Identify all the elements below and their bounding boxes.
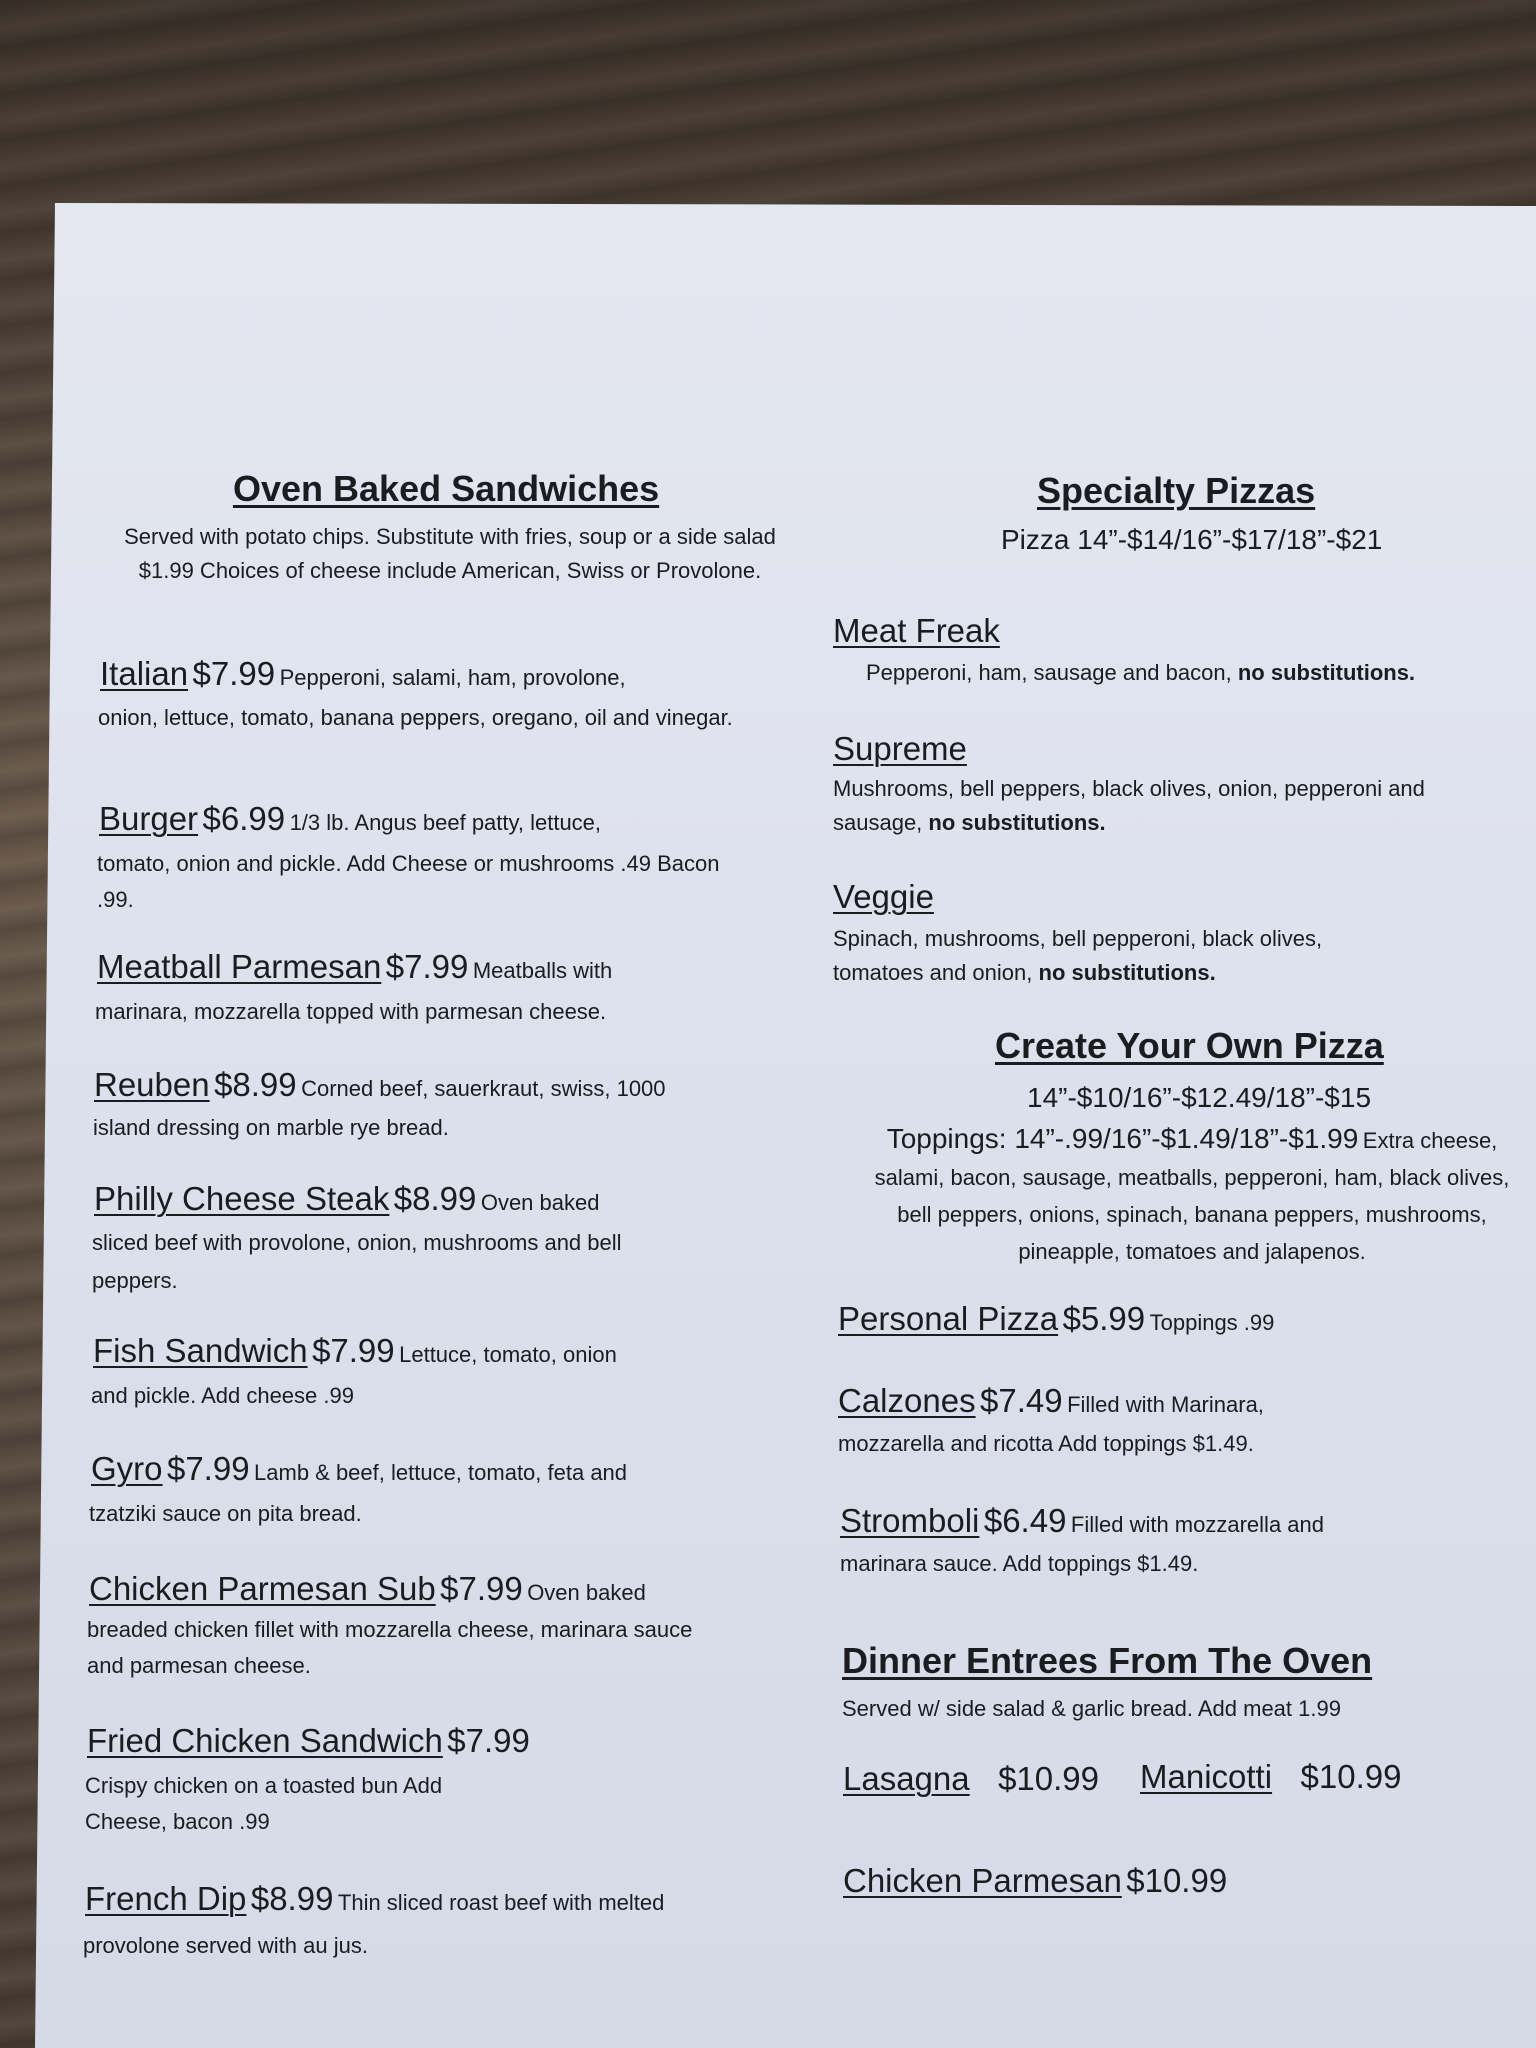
- menu-item-italian: [100, 655, 626, 693]
- item-desc-rest: tzatziki sauce on pita bread.: [89, 1501, 362, 1526]
- menu-item-stromboli: [840, 1502, 1324, 1540]
- item-name: Manicotti: [1140, 1758, 1273, 1795]
- item-name: Stromboli: [840, 1502, 980, 1539]
- item-desc: Oven baked: [527, 1580, 646, 1605]
- item-desc-rest: mozzarella and ricotta Add toppings $1.49.: [838, 1431, 1254, 1456]
- menu-item-manicotti: [1140, 1758, 1401, 1796]
- item-desc-rest: tomato, onion and pickle. Add Cheese or mushrooms .49 Bacon .99.: [97, 851, 720, 912]
- item-price: $10.99: [998, 1760, 1100, 1797]
- item-price: $10.99: [1126, 1862, 1228, 1899]
- pizza-meat-freak-name: Meat Freak: [833, 612, 1000, 649]
- item-name: Philly Cheese Steak: [94, 1180, 390, 1217]
- item-name: Meatball Parmesan: [97, 948, 382, 985]
- item-price: $7.99: [385, 948, 469, 985]
- menu-item-fish-sandwich: [93, 1332, 617, 1370]
- item-desc-rest: and pickle. Add cheese .99: [91, 1383, 354, 1408]
- item-name: Chicken Parmesan Sub: [89, 1570, 436, 1607]
- item-desc: Lamb & beef, lettuce, tomato, feta and: [254, 1460, 628, 1485]
- pizza-veggie-name: Veggie: [833, 878, 934, 915]
- item-price: $5.99: [1062, 1300, 1146, 1337]
- sandwiches-title: Oven Baked Sandwiches: [233, 468, 660, 509]
- item-name: Fish Sandwich: [93, 1332, 308, 1369]
- item-price: $6.49: [983, 1502, 1067, 1539]
- item-desc-rest: marinara, mozzarella topped with parmesan cheese.: [95, 999, 607, 1024]
- item-desc-rest: onion, lettuce, tomato, banana peppers, oregano, oil and vinegar.: [98, 705, 733, 730]
- item-price: $7.99: [447, 1722, 530, 1759]
- menu-item-meatball-parmesan: [97, 948, 612, 986]
- menu-item-personal-pizza: [838, 1300, 1274, 1338]
- menu-item-calzones: [838, 1382, 1264, 1420]
- item-desc: Lettuce, tomato, onion: [399, 1342, 617, 1367]
- create-pizza-sizes: 14”-$10/16”-$12.49/18”-$15: [1027, 1082, 1372, 1113]
- menu-item-burger: [99, 800, 601, 838]
- item-price: $7.99: [166, 1450, 250, 1487]
- item-desc: Corned beef, sauerkraut, swiss, 1000: [301, 1076, 666, 1101]
- menu-item-lasagna: [843, 1760, 1099, 1798]
- specialty-pizzas-title: Specialty Pizzas: [1037, 470, 1316, 511]
- item-desc: Pepperoni, salami, ham, provolone,: [279, 665, 626, 690]
- item-desc-rest: breaded chicken fillet with mozzarella cheese, marinara sauce and parmesan cheese.: [87, 1617, 693, 1678]
- dinner-entrees-title: Dinner Entrees From The Oven: [842, 1640, 1373, 1681]
- create-your-own-title: Create Your Own Pizza: [995, 1025, 1384, 1066]
- menu-item-french-dip: [85, 1880, 664, 1918]
- specialty-pizza-sizes: Pizza 14”-$14/16”-$17/18”-$21: [1001, 524, 1383, 555]
- item-name: Chicken Parmesan: [843, 1862, 1122, 1899]
- item-name: Italian: [100, 655, 189, 692]
- item-desc-rest: island dressing on marble rye bread.: [93, 1115, 449, 1140]
- sandwiches-intro: Served with potato chips. Substitute with fries, soup or a side salad $1.99 Choices of cheese include American, Swiss or Provolone.: [124, 524, 776, 583]
- item-name: Gyro: [91, 1450, 163, 1487]
- item-desc: Toppings .99: [1149, 1310, 1275, 1335]
- menu-item-fried-chicken-sandwich: [87, 1722, 530, 1760]
- item-price: $7.99: [440, 1570, 523, 1607]
- dinner-entrees-intro: Served w/ side salad & garlic bread. Add meat 1.99: [842, 1696, 1341, 1721]
- item-desc: Thin sliced roast beef with melted: [337, 1890, 665, 1915]
- item-name: Fried Chicken Sandwich: [87, 1722, 443, 1759]
- item-desc: Oven baked: [480, 1190, 600, 1215]
- create-toppings: Toppings: 14”-.99/16”-$1.49/18”-$1.99 Extra cheese, salami, bacon, sausage, meatballs, pepperoni, ham, black olives, bell peppers, onions, spinach, banana peppers, mushrooms, pineapple, tomatoes and jalapenos.: [874, 1123, 1510, 1264]
- item-desc: 1/3 lb. Angus beef patty, lettuce,: [289, 810, 602, 835]
- pizza-veggie-desc: Spinach, mushrooms, bell pepperoni, black olives, tomatoes and onion, no substitutions.: [833, 926, 1323, 985]
- item-name: Calzones: [838, 1382, 976, 1419]
- item-name: Lasagna: [843, 1760, 970, 1797]
- item-desc-rest: marinara sauce. Add toppings $1.49.: [840, 1551, 1199, 1576]
- item-name: Reuben: [94, 1066, 210, 1103]
- item-price: $8.99: [393, 1180, 477, 1217]
- pizza-meat-freak-desc: Pepperoni, ham, sausage and bacon, no substitutions.: [866, 660, 1416, 685]
- pizza-supreme-name: Supreme: [833, 730, 967, 767]
- item-price: $7.99: [192, 655, 276, 692]
- item-price: $8.99: [214, 1066, 297, 1103]
- item-name: Burger: [99, 800, 199, 837]
- menu-item-chicken-parmesan: [843, 1862, 1227, 1900]
- menu-item-gyro: [91, 1450, 627, 1488]
- item-desc-rest: provolone served with au jus.: [83, 1933, 368, 1958]
- item-price: $6.99: [202, 800, 286, 837]
- menu-item-philly-cheese-steak: [94, 1180, 599, 1218]
- menu-item-chicken-parmesan-sub: [89, 1570, 646, 1608]
- item-desc: Meatballs with: [472, 958, 613, 983]
- item-price: $10.99: [1300, 1758, 1402, 1795]
- item-desc-rest: sliced beef with provolone, onion, mushrooms and bell peppers.: [92, 1230, 622, 1293]
- item-price: $8.99: [250, 1880, 334, 1917]
- item-name: Personal Pizza: [838, 1300, 1059, 1337]
- item-desc: Filled with Marinara,: [1067, 1392, 1264, 1417]
- item-name: French Dip: [85, 1880, 247, 1917]
- menu-item-reuben: [94, 1066, 666, 1104]
- item-desc: Filled with mozzarella and: [1070, 1512, 1324, 1537]
- item-desc-rest: Crispy chicken on a toasted bun Add Cheese, bacon .99: [85, 1773, 443, 1834]
- item-price: $7.49: [980, 1382, 1063, 1419]
- item-price: $7.99: [312, 1332, 395, 1369]
- pizza-supreme-desc: Mushrooms, bell peppers, black olives, onion, pepperoni and sausage, no substitutions.: [833, 776, 1425, 835]
